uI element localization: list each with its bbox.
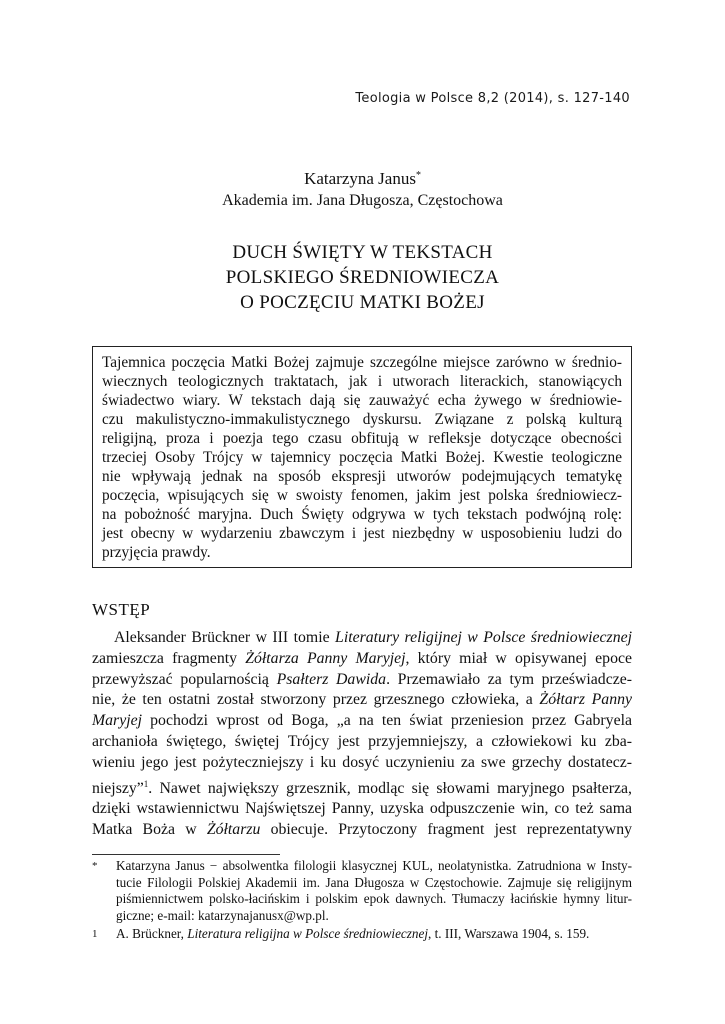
body-line: Aleksander Brückner w III tomie Literatury religijnej w Polsce średniowiecznej	[114, 629, 633, 646]
footnote-line: A. Brückner, Literatura religijna w Polsce średniowiecznej, t. III, Warszawa 1904, s. 159.	[116, 926, 590, 941]
title-line: DUCH ŚWIĘTY W TEKSTACH	[232, 242, 493, 263]
italic-title: Psałterz Dawida	[276, 670, 387, 688]
body-line: dzięki wstawiennictwu Najświętszej Panny, uzyska odpuszczenie win, co też sama	[92, 800, 632, 818]
footnote-line: piśmiennictwem polsko-łacińskim i polskim epok dawnych. Tłumaczy łacińskie hymny litur-	[116, 891, 632, 906]
body-line: Matka Boża w Żółtarzu obiecuje. Przytoczony fragment jest reprezentatywny	[92, 821, 633, 839]
running-head: Teologia w Polsce 8,2 (2014), s. 127-140	[355, 91, 630, 106]
footnote-separator	[92, 854, 280, 855]
footnote-mark: *	[92, 860, 98, 872]
abstract-line: religijną, proza i poezja tego czasu obfitują w refleksje dotyczące obecności	[102, 430, 622, 447]
abstract-line: Tajemnica poczęcia Matki Bożej zajmuje szczególne miejsce zarówno w średnio-	[102, 354, 622, 371]
article-title	[0, 240, 725, 315]
title-line: O POCZĘCIU MATKI BOŻEJ	[240, 292, 485, 313]
footnote-reference[interactable]: 1	[143, 778, 149, 789]
abstract-line: czu makulistyczno-immakulistycznego dyskursu. Związane z polską kulturą	[102, 411, 622, 428]
body-line: niejszy”$^1$. Nawet największy grzesznik, modląc się słowami maryjnego psałterza,	[92, 778, 632, 797]
footnote-line: giczne; e-mail: katarzynajanusx@wp.pl.	[116, 907, 329, 923]
author-name	[0, 169, 725, 189]
italic-title: Literatury religijnej w Polsce średniowiecznej	[335, 629, 633, 646]
abstract-box	[92, 346, 632, 568]
body-line: nie, że ten ostatni został stworzony przez grzesznego człowieka, a Żółtarz Panny	[92, 691, 632, 709]
body-line: wieniu jego jest pożyteczniejszy i ku dosyć uczynieniu za swe grzechy dostatecz-	[92, 753, 632, 771]
body-line: archanioła świętego, świętej Trójcy jest przyjemniejszy, a człowiekowi ku zba-	[92, 732, 632, 750]
footnote-line: Katarzyna Janus − absolwentka filologii klasycznej KUL, neolatynistka. Zatrudniona w Insty-	[116, 858, 632, 873]
footnotes	[92, 858, 632, 943]
italic-title: Maryjej	[92, 712, 143, 730]
abstract-line: przyjęcia prawdy.	[102, 544, 211, 561]
body-line: zamieszcza fragmenty Żółtarza Panny Maryjej, który miał w opisywanej epoce	[92, 649, 632, 667]
abstract-line: wiecznych teologicznych traktatach, jak i utworach literackich, stanowiących	[102, 373, 622, 390]
footnote-author	[92, 858, 632, 924]
footnote-mark: 1	[92, 928, 98, 940]
author-name-text: Katarzyna Janus	[304, 169, 416, 188]
body-line: przewyższać popularnością Psałterz Dawida. Przemawiało za tym przeświadcze-	[92, 670, 632, 688]
italic-title: Literatura religijna w Polsce średniowiecznej	[187, 926, 429, 941]
abstract-line: na pobożność maryjna. Duch Święty odgrywa w tych tekstach podwójną rolę:	[102, 506, 622, 523]
italic-title: Żółtarzu	[206, 821, 261, 839]
abstract-line: trzeciej Osoby Trójcy w tajemnicy poczęcia Matki Bożej. Kwestie teologiczne	[102, 449, 622, 466]
title-line: POLSKIEGO ŚREDNIOWIECZA	[225, 267, 500, 288]
body-line: Maryjej pochodzi wprost od Boga, „a na ten świat przeniesion przez Gabryela	[92, 712, 632, 730]
abstract-line: jest obecny w wydarzeniu zbawczym i jest niezbędny w usposobieniu ludzi do	[102, 525, 622, 542]
abstract-line: poczęcia, wpisujących się w swoisty fenomen, jakim jest polska średniowiecz-	[102, 487, 622, 504]
abstract-line: nie wpływają jednak na sposób ekspresji utworów podejmujących tematykę	[102, 468, 622, 485]
author-affiliation: Akademia im. Jana Długosza, Częstochowa	[222, 192, 503, 209]
body-paragraph	[92, 628, 632, 841]
section-heading: WSTĘP	[92, 600, 151, 619]
footnote-1	[92, 926, 632, 943]
footnote-line: tucie Filologii Polskiej Akademii im. Jana Długosza w Częstochowie. Zajmuje się religijnym	[116, 874, 632, 890]
italic-title: Żółtarz Panny	[539, 691, 632, 709]
abstract-line: świadectwo wiary. W tekstach dają się zauważyć echa żywego w średniowie-	[102, 392, 622, 409]
italic-title: Żółtarza Panny Maryjej	[245, 649, 406, 667]
author-footnote-mark: *	[415, 170, 421, 181]
